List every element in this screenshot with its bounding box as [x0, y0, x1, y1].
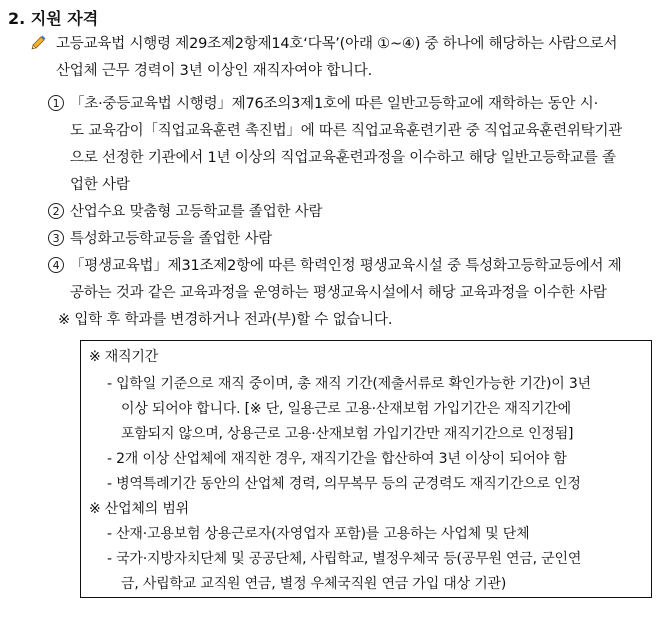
- period-rule-3: - 병역특례기간 동안의 산업체 경력, 의무복무 등의 군경력도 재직기간으로 인정: [107, 476, 581, 492]
- list-item-1-line-3: 으로 선정한 기관에서 1년 이상의 직업교육훈련과정을 이수하고 해당 일반고등학교를 졸: [70, 150, 616, 166]
- period-rule-1-line-1: - 입학일 기준으로 재직 중이며, 총 재직 기간(제출서류로 확인가능한 기간)이 3년: [107, 376, 591, 392]
- transfer-note: ※ 입학 후 학과를 변경하거나 전과(부)할 수 없습니다.: [58, 312, 393, 328]
- scope-rule-2-line-1: - 국가·지방자치단체 및 공공단체, 사립학교, 별정우체국 등(공무원 연금, 군인연: [107, 551, 582, 567]
- circled-number-1: 1: [48, 95, 64, 111]
- industry-scope-title: ※ 산업체의 범위: [89, 501, 189, 517]
- section-heading: 2. 지원 자격: [8, 9, 99, 28]
- list-item-1: 1 「초·중등교육법 시행령」제76조의3제1호에 따른 일반고등학교에 재학하는 동안 시·: [48, 94, 598, 114]
- period-rule-2: - 2개 이상 산업체에 재직한 경우, 재직기간을 합산하여 3년 이상이 되어야 함: [107, 451, 567, 467]
- intro-line-1: 고등교육법 시행령 제29조제2항제14호‘다목’(아래 ①~④) 중 하나에 해당하는 사람으로서: [56, 36, 618, 52]
- list-item-1-line-2: 도 교육감이「직업교육훈련 촉진법」에 따른 직업교육훈련기관 중 직업교육훈련위탁기관: [70, 123, 623, 139]
- circled-number-2: 2: [48, 203, 64, 219]
- circled-number-4: 4: [48, 257, 64, 273]
- scope-rule-1: - 산재·고용보험 상용근로자(자영업자 포함)를 고용하는 사업체 및 단체: [107, 526, 530, 542]
- list-item-4: 4 「평생교육법」제31조제2항에 따른 학력인정 평생교육시설 중 특성화고등학교등에서 제: [48, 256, 622, 276]
- circled-number-3: 3: [48, 230, 64, 246]
- scope-rule-2-line-2: 금, 사립학교 교직원 연금, 별정 우체국직원 연금 가입 대상 기관): [121, 576, 507, 592]
- period-rule-1-line-3: 포함되지 않으며, 상용근로 고용·산재보험 가입기간만 재직기간으로 인정됨]: [121, 426, 574, 442]
- conditions-box: [80, 340, 652, 598]
- list-item-3: 3 특성화고등학교등을 졸업한 사람: [48, 229, 272, 249]
- period-rule-1-line-2: 이상 되어야 합니다. [※ 단, 일용근로 고용·산재보험 가입기간은 재직기간에: [121, 401, 571, 417]
- list-item-2: 2 산업수요 맞춤형 고등학교를 졸업한 사람: [48, 202, 322, 222]
- intro-line-2: 산업체 근무 경력이 3년 이상인 재직자여야 합니다.: [56, 63, 373, 79]
- employment-period-title: ※ 재직기간: [89, 349, 159, 365]
- list-item-4-line-2: 공하는 것과 같은 교육과정을 운영하는 평생교육시설에서 해당 교육과정을 이수한 사람: [70, 285, 607, 301]
- pencil-icon: [30, 34, 48, 52]
- list-item-1-line-4: 업한 사람: [70, 177, 130, 193]
